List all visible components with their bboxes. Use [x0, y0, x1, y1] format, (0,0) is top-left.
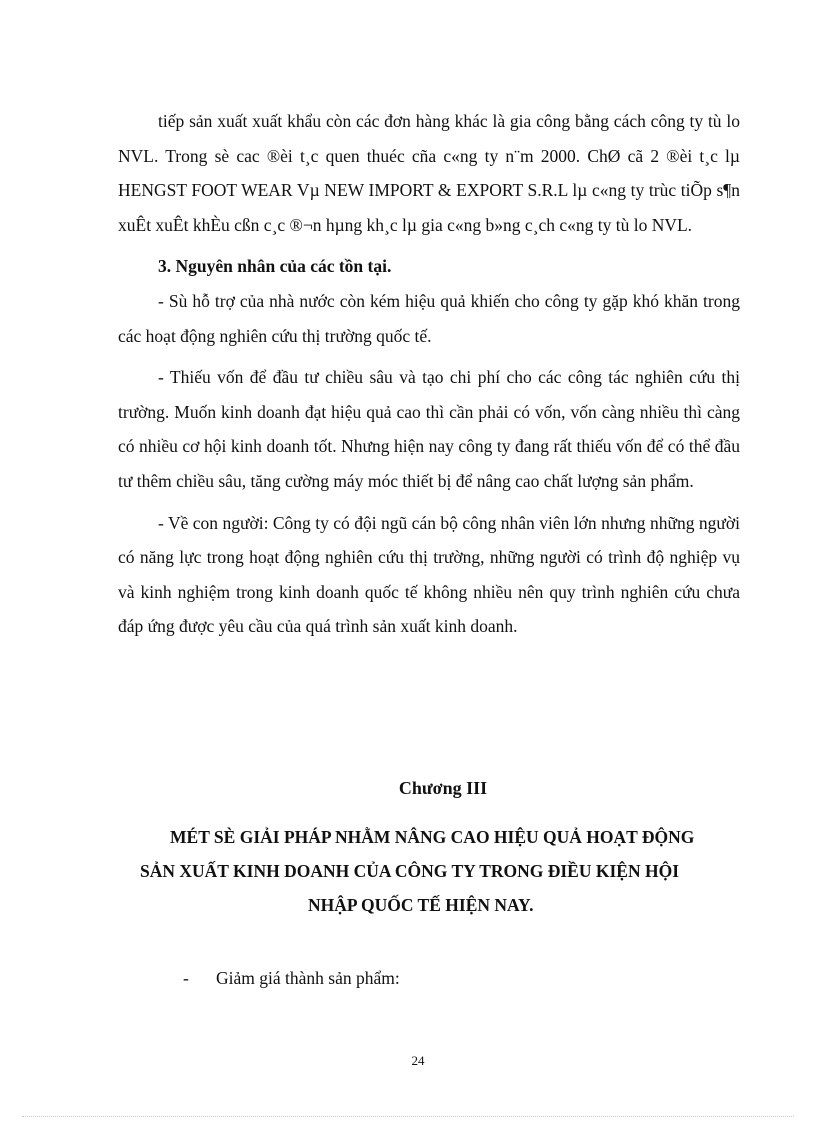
page-bottom-divider	[22, 1116, 794, 1117]
chapter-label: Chương III	[398, 778, 488, 798]
paragraph: - Thiếu vốn để đầu tư chiều sâu và tạo chi phí cho các công tác nghiên cứu thị trường. Muốn kinh doanh đạt hiệu quả cao thì cần phải có vốn, vốn càng nhiều thì càng có nhiều cơ hội kinh doanh tốt. Nhưng hiện nay công ty đang rất thiếu vốn để có thể đầu tư thêm chiều sâu, tăng cường máy móc thiết bị để nâng cao chất lượng sản phẩm.	[118, 367, 740, 491]
chapter-title-line: NHẬP QUỐC TẾ HIỆN NAY.	[308, 895, 534, 915]
bullet-text: Giảm giá thành sản phẩm:	[216, 968, 400, 988]
bullet-item	[183, 968, 400, 989]
chapter-title	[140, 820, 740, 922]
page-number: 24	[411, 1053, 425, 1068]
chapter-title-line: MÉT SÈ GIẢI PHÁP NHẰM NÂNG CAO HIỆU QUẢ HOẠT ĐỘNG	[170, 827, 695, 847]
paragraph: - Sù hỗ trợ của nhà nước còn kém hiệu quả khiến cho công ty gặp khó khăn trong các hoạt động nghiên cứu thị trường quốc tế.	[118, 290, 740, 346]
paragraph: - Về con người: Công ty có đội ngũ cán bộ công nhân viên lớn nhưng những người có năng lực trong hoạt động nghiên cứu thị trường, những người có trình độ nghiệp vụ và kinh nghiệm trong kinh doanh quốc tế không nhiều nên quy trình nghiên cứu chưa đáp ứng được yêu cầu của quá trình sản xuất kinh doanh.	[118, 512, 740, 637]
bullet-dash: -	[183, 968, 189, 988]
section-heading: 3. Nguyên nhân của các tồn tại.	[158, 256, 392, 277]
chapter-title-line: SẢN XUẤT KINH DOANH CỦA CÔNG TY TRONG ĐIỀU KIỆN HỘI	[140, 861, 680, 881]
body-text	[118, 104, 740, 644]
paragraph: tiếp sản xuất xuất khẩu còn các đơn hàng khác là gia công bằng cách công ty tù lo NVL. Trong sè cac ®èi t¸c quen thuéc cña c«ng ty n¨m 2000. ChØ cã 2 ®èi t¸c lµ HENGST FOOT WEAR Vµ NEW IMPORT & EXPORT S.R.L lµ c«ng ty trùc tiÕp s¶n xuÊt xuÊt khÈu cßn c¸c ®¬n hµng kh¸c lµ gia c«ng b»ng c¸ch c«ng ty tù lo NVL.	[118, 111, 740, 235]
